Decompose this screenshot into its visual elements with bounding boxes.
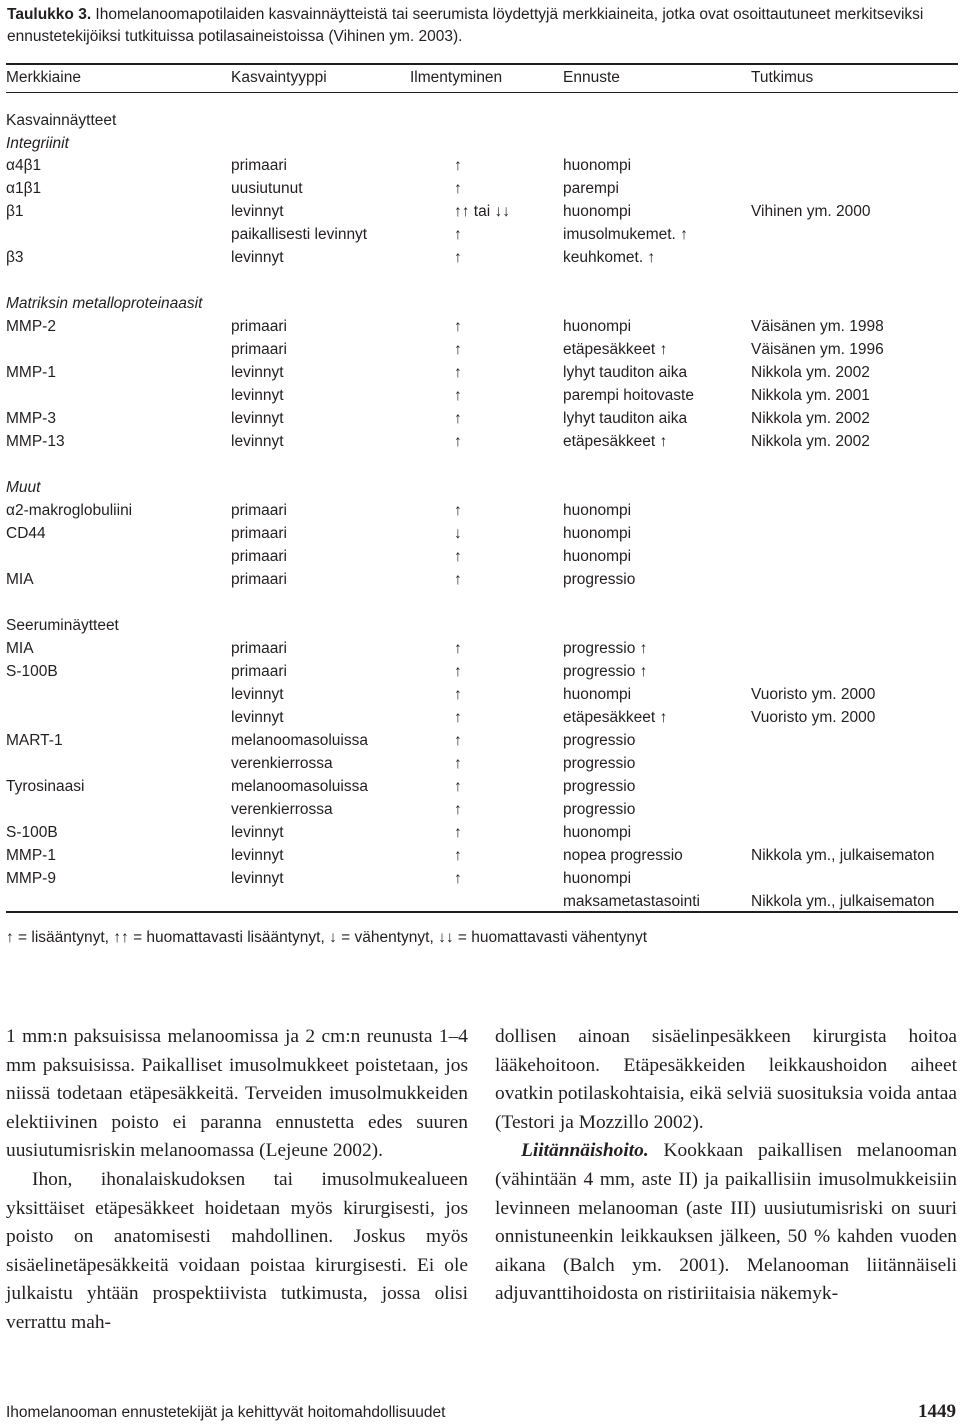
cell-expression: ↑ <box>454 548 462 565</box>
cell-prognosis: huonompi <box>563 157 632 174</box>
cell-marker: MMP-13 <box>6 433 65 450</box>
cell-expression: ↑ <box>454 180 462 197</box>
table-row <box>6 453 958 476</box>
cell-tumor-type: primaari <box>231 157 287 174</box>
cell-expression: ↑ <box>454 249 462 266</box>
header-prognosis: Ennuste <box>563 69 620 86</box>
cell-expression: ↑ <box>454 732 462 749</box>
cell-prognosis: huonompi <box>563 686 632 703</box>
cell-prognosis: progressio <box>563 571 636 588</box>
running-footer-title: Ihomelanooman ennustetekijät ja kehittyvät hoitomahdollisuudet <box>6 1404 446 1421</box>
table-row <box>6 867 958 890</box>
cell-study: Nikkola ym., julkaisematon <box>751 893 935 910</box>
cell-prognosis: progressio <box>563 732 636 749</box>
cell-marker: Tyrosinaasi <box>6 778 85 795</box>
cell-prognosis: lyhyt tauditon aika <box>563 410 688 427</box>
cell-tumor-type: primaari <box>231 341 287 358</box>
table-row <box>6 591 958 614</box>
table-row <box>6 499 958 522</box>
table-row <box>6 890 958 913</box>
cell-expression: ↑ <box>454 870 462 887</box>
cell-expression: ↑ <box>454 847 462 864</box>
table-row <box>6 223 958 246</box>
cell-tumor-type: melanoomasoluissa <box>231 732 368 749</box>
run-in-heading: Liitännäishoito. <box>521 1140 649 1162</box>
header-tumor-type: Kasvaintyyppi <box>231 69 327 86</box>
cell-marker: Muut <box>6 479 41 496</box>
cell-study: Väisänen ym. 1998 <box>751 318 884 335</box>
cell-study: Nikkola ym. 2001 <box>751 387 870 404</box>
table-row <box>6 269 958 292</box>
table-section-row <box>6 476 958 499</box>
cell-marker: MIA <box>6 571 34 588</box>
cell-prognosis: huonompi <box>563 203 632 220</box>
cell-expression: ↓ <box>454 525 462 542</box>
cell-marker: MMP-1 <box>6 364 56 381</box>
cell-marker: Kasvainnäytteet <box>6 112 117 129</box>
cell-prognosis: progressio ↑ <box>563 663 648 680</box>
paragraph-text: Kookkaan paikallisen melanooman (vähintään 4 mm, aste II) ja paikallisiin imusolmukkeisiin levinneen melanooman (aste III) uusiutumisriski on suuri onnistuneenkin leikkauksen jälkeen, 50 % kahden vuoden aikana (Balch ym. 2001). Melanooman liitännäiseli adjuvanttihoidosta on ristiriitaisia näkemyk- <box>495 1140 957 1305</box>
table-row <box>6 844 958 867</box>
cell-expression: ↑ <box>454 433 462 450</box>
cell-marker: S-100B <box>6 663 58 680</box>
table-header-rule <box>6 92 958 93</box>
cell-prognosis: huonompi <box>563 318 632 335</box>
table-legend: ↑ = lisääntynyt, ↑↑ = huomattavasti lisääntynyt, ↓ = vähentynyt, ↓↓ = huomattavasti vähentynyt <box>6 929 647 946</box>
header-marker: Merkkiaine <box>6 69 81 86</box>
table-section-row <box>6 109 958 132</box>
cell-marker: α2-makroglobuliini <box>6 502 133 519</box>
table-row <box>6 775 958 798</box>
table-section-row <box>6 292 958 315</box>
cell-tumor-type: primaari <box>231 571 287 588</box>
table-row <box>6 384 958 407</box>
cell-tumor-type: primaari <box>231 525 287 542</box>
cell-tumor-type: primaari <box>231 502 287 519</box>
cell-tumor-type: primaari <box>231 548 287 565</box>
body-column-left <box>6 1023 468 1338</box>
cell-prognosis: nopea progressio <box>563 847 683 864</box>
cell-study: Vihinen ym. 2000 <box>751 203 871 220</box>
cell-prognosis: maksametastasointi <box>563 893 700 910</box>
table-row <box>6 706 958 729</box>
cell-tumor-type: paikallisesti levinnyt <box>231 226 368 243</box>
cell-study: Nikkola ym., julkaisematon <box>751 847 935 864</box>
cell-tumor-type: verenkierrossa <box>231 801 333 818</box>
cell-tumor-type: levinnyt <box>231 847 284 864</box>
cell-expression: ↑ <box>454 571 462 588</box>
cell-prognosis: etäpesäkkeet ↑ <box>563 709 668 726</box>
cell-prognosis: huonompi <box>563 548 632 565</box>
cell-expression: ↑ <box>454 663 462 680</box>
cell-prognosis: progressio <box>563 755 636 772</box>
cell-prognosis: huonompi <box>563 870 632 887</box>
table-row <box>6 637 958 660</box>
cell-study: Nikkola ym. 2002 <box>751 410 870 427</box>
cell-prognosis: keuhkomet. ↑ <box>563 249 656 266</box>
table-bottom-rule <box>6 911 958 913</box>
cell-expression: ↑ <box>454 686 462 703</box>
table-row <box>6 430 958 453</box>
cell-marker: CD44 <box>6 525 46 542</box>
body-column-right <box>495 1023 957 1309</box>
cell-study: Vuoristo ym. 2000 <box>751 686 876 703</box>
table-row <box>6 200 958 223</box>
table-section-row <box>6 614 958 637</box>
table-row <box>6 660 958 683</box>
cell-prognosis: huonompi <box>563 525 632 542</box>
cell-tumor-type: levinnyt <box>231 686 284 703</box>
cell-expression: ↑ <box>454 318 462 335</box>
cell-tumor-type: primaari <box>231 640 287 657</box>
cell-marker: MMP-2 <box>6 318 56 335</box>
cell-expression: ↑↑ tai ↓↓ <box>454 203 510 220</box>
cell-tumor-type: levinnyt <box>231 824 284 841</box>
cell-expression: ↑ <box>454 364 462 381</box>
cell-prognosis: progressio ↑ <box>563 640 648 657</box>
table-row <box>6 522 958 545</box>
cell-expression: ↑ <box>454 157 462 174</box>
table-caption-text: Ihomelanoomapotilaiden kasvainnäytteistä tai seerumista löydettyjä merkkiaineita, jotka ovat osoittautuneet merkitseviksi ennustetekijöiksi tutkituissa potilasaineistoissa (Vihinen ym. 2003). <box>7 6 924 45</box>
cell-study: Väisänen ym. 1996 <box>751 341 884 358</box>
cell-expression: ↑ <box>454 778 462 795</box>
cell-prognosis: etäpesäkkeet ↑ <box>563 341 668 358</box>
cell-expression: ↑ <box>454 410 462 427</box>
cell-marker: Matriksin metalloproteinaasit <box>6 295 203 312</box>
paragraph <box>495 1137 957 1309</box>
cell-prognosis: huonompi <box>563 502 632 519</box>
cell-study: Nikkola ym. 2002 <box>751 433 870 450</box>
cell-prognosis: etäpesäkkeet ↑ <box>563 433 668 450</box>
cell-expression: ↑ <box>454 709 462 726</box>
cell-prognosis: parempi hoitovaste <box>563 387 694 404</box>
cell-prognosis: parempi <box>563 180 619 197</box>
cell-expression: ↑ <box>454 387 462 404</box>
cell-expression: ↑ <box>454 801 462 818</box>
cell-marker: MMP-3 <box>6 410 56 427</box>
cell-tumor-type: uusiutunut <box>231 180 303 197</box>
cell-tumor-type: verenkierrossa <box>231 755 333 772</box>
cell-tumor-type: levinnyt <box>231 433 284 450</box>
table-caption <box>7 4 957 47</box>
header-expression: Ilmentyminen <box>410 69 503 86</box>
cell-expression: ↑ <box>454 755 462 772</box>
table-row <box>6 729 958 752</box>
cell-tumor-type: melanoomasoluissa <box>231 778 368 795</box>
table-row <box>6 545 958 568</box>
table-row <box>6 361 958 384</box>
cell-marker: α1β1 <box>6 180 42 197</box>
cell-marker: MART-1 <box>6 732 63 749</box>
cell-marker: Seeruminäytteet <box>6 617 119 634</box>
table-row <box>6 683 958 706</box>
table-section-row <box>6 132 958 155</box>
cell-marker: MMP-1 <box>6 847 56 864</box>
cell-marker: S-100B <box>6 824 58 841</box>
cell-prognosis: lyhyt tauditon aika <box>563 364 688 381</box>
cell-tumor-type: levinnyt <box>231 410 284 427</box>
paragraph: dollisen ainoan sisäelinpesäkkeen kirurgista hoitoa lääkehoitoon. Etäpesäkkeiden leikkaushoidon aiheet ovatkin potilaskohtaisia, eikä selviä suosituksia voida antaa (Testori ja Mozzillo 2002). <box>495 1026 957 1133</box>
cell-tumor-type: levinnyt <box>231 203 284 220</box>
cell-tumor-type: levinnyt <box>231 387 284 404</box>
table-row <box>6 821 958 844</box>
table-row <box>6 246 958 269</box>
paragraph: 1 mm:n paksuisissa melanoomissa ja 2 cm:n reunusta 1–4 mm paksuisissa. Paikalliset imusolmukkeet poistetaan, jos niissä todetaan etäpesäkkeitä. Terveiden imusolmukkeiden elektiivinen poisto ei paranna ennustetta edes suuren uusiutumisriskin melanoomassa (Lejeune 2002). <box>6 1026 468 1162</box>
table-row <box>6 154 958 177</box>
cell-marker: MMP-9 <box>6 870 56 887</box>
table-row <box>6 407 958 430</box>
table-row <box>6 338 958 361</box>
cell-tumor-type: levinnyt <box>231 870 284 887</box>
cell-study: Nikkola ym. 2002 <box>751 364 870 381</box>
cell-tumor-type: levinnyt <box>231 364 284 381</box>
cell-marker: MIA <box>6 640 34 657</box>
cell-expression: ↑ <box>454 341 462 358</box>
table-row <box>6 315 958 338</box>
cell-marker: β1 <box>6 203 24 220</box>
cell-prognosis: progressio <box>563 801 636 818</box>
table-top-rule <box>6 63 958 65</box>
table-row <box>6 798 958 821</box>
cell-expression: ↑ <box>454 824 462 841</box>
cell-marker: α4β1 <box>6 157 42 174</box>
cell-expression: ↑ <box>454 226 462 243</box>
paragraph: Ihon, ihonalaiskudoksen tai imusolmukealueen yksittäiset etäpesäkkeet hoidetaan myös kirurgisesti, jos poisto on anatomisesti mahdollinen. Joskus myös sisäelinetäpesäkkeitä voidaan poistaa kirurgisesti. Ei ole julkaistu yhtään prospektiivista tutkimusta, jossa olisi verrattu mah- <box>6 1168 468 1333</box>
cell-prognosis: imusolmukemet. ↑ <box>563 226 688 243</box>
cell-expression: ↑ <box>454 502 462 519</box>
cell-tumor-type: primaari <box>231 318 287 335</box>
cell-tumor-type: levinnyt <box>231 709 284 726</box>
table-row <box>6 568 958 591</box>
cell-marker: β3 <box>6 249 24 266</box>
header-study: Tutkimus <box>751 69 814 86</box>
cell-tumor-type: primaari <box>231 663 287 680</box>
cell-prognosis: progressio <box>563 778 636 795</box>
table-row <box>6 177 958 200</box>
cell-study: Vuoristo ym. 2000 <box>751 709 876 726</box>
cell-expression: ↑ <box>454 640 462 657</box>
table-row <box>6 752 958 775</box>
cell-marker: Integriinit <box>6 135 69 152</box>
cell-prognosis: huonompi <box>563 824 632 841</box>
cell-tumor-type: levinnyt <box>231 249 284 266</box>
table-label: Taulukko 3. <box>7 6 92 23</box>
page-number: 1449 <box>918 1401 956 1422</box>
